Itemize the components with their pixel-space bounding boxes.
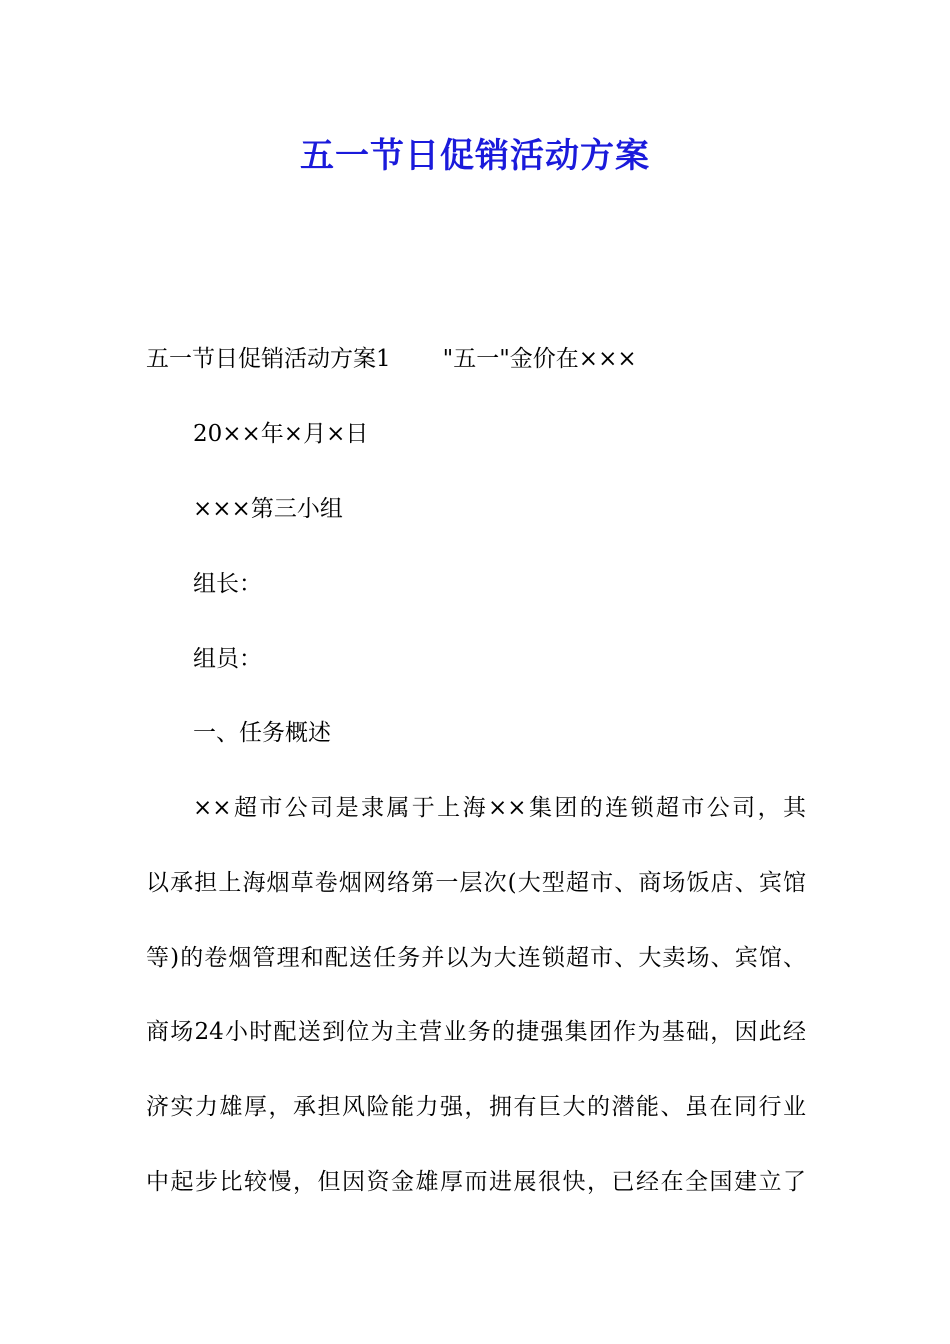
paragraph-line: 济实力雄厚，承担风险能力强，拥有巨大的潜能、虽在同行业 [146, 1094, 806, 1120]
header-line [146, 344, 637, 374]
paragraph-line: ××超市公司是隶属于上海××集团的连锁超市公司，其 [193, 795, 806, 821]
date-line: 20××年×月×日 [193, 421, 369, 447]
leader-line: 组长： [193, 571, 262, 597]
members-line: 组员： [193, 646, 262, 672]
group-line: ×××第三小组 [193, 496, 343, 522]
document-title: 五一节日促销活动方案 [300, 136, 650, 176]
paragraph-line: 等)的卷烟管理和配送任务并以为大连锁超市、大卖场、宾馆、 [146, 945, 806, 971]
paragraph-line: 以承担上海烟草卷烟网络第一层次(大型超市、商场饭店、宾馆 [146, 870, 806, 896]
paragraph-line: 中起步比较慢，但因资金雄厚而进展很快，已经在全国建立了 [146, 1169, 806, 1195]
section-heading: 一、任务概述 [193, 720, 331, 746]
paragraph-line: 商场24小时配送到位为主营业务的捷强集团作为基础，因此经 [146, 1019, 806, 1045]
header-line-gold-price: "五一"金价在××× [442, 346, 637, 372]
header-line-plan-title: 五一节日促销活动方案1 [146, 346, 391, 372]
